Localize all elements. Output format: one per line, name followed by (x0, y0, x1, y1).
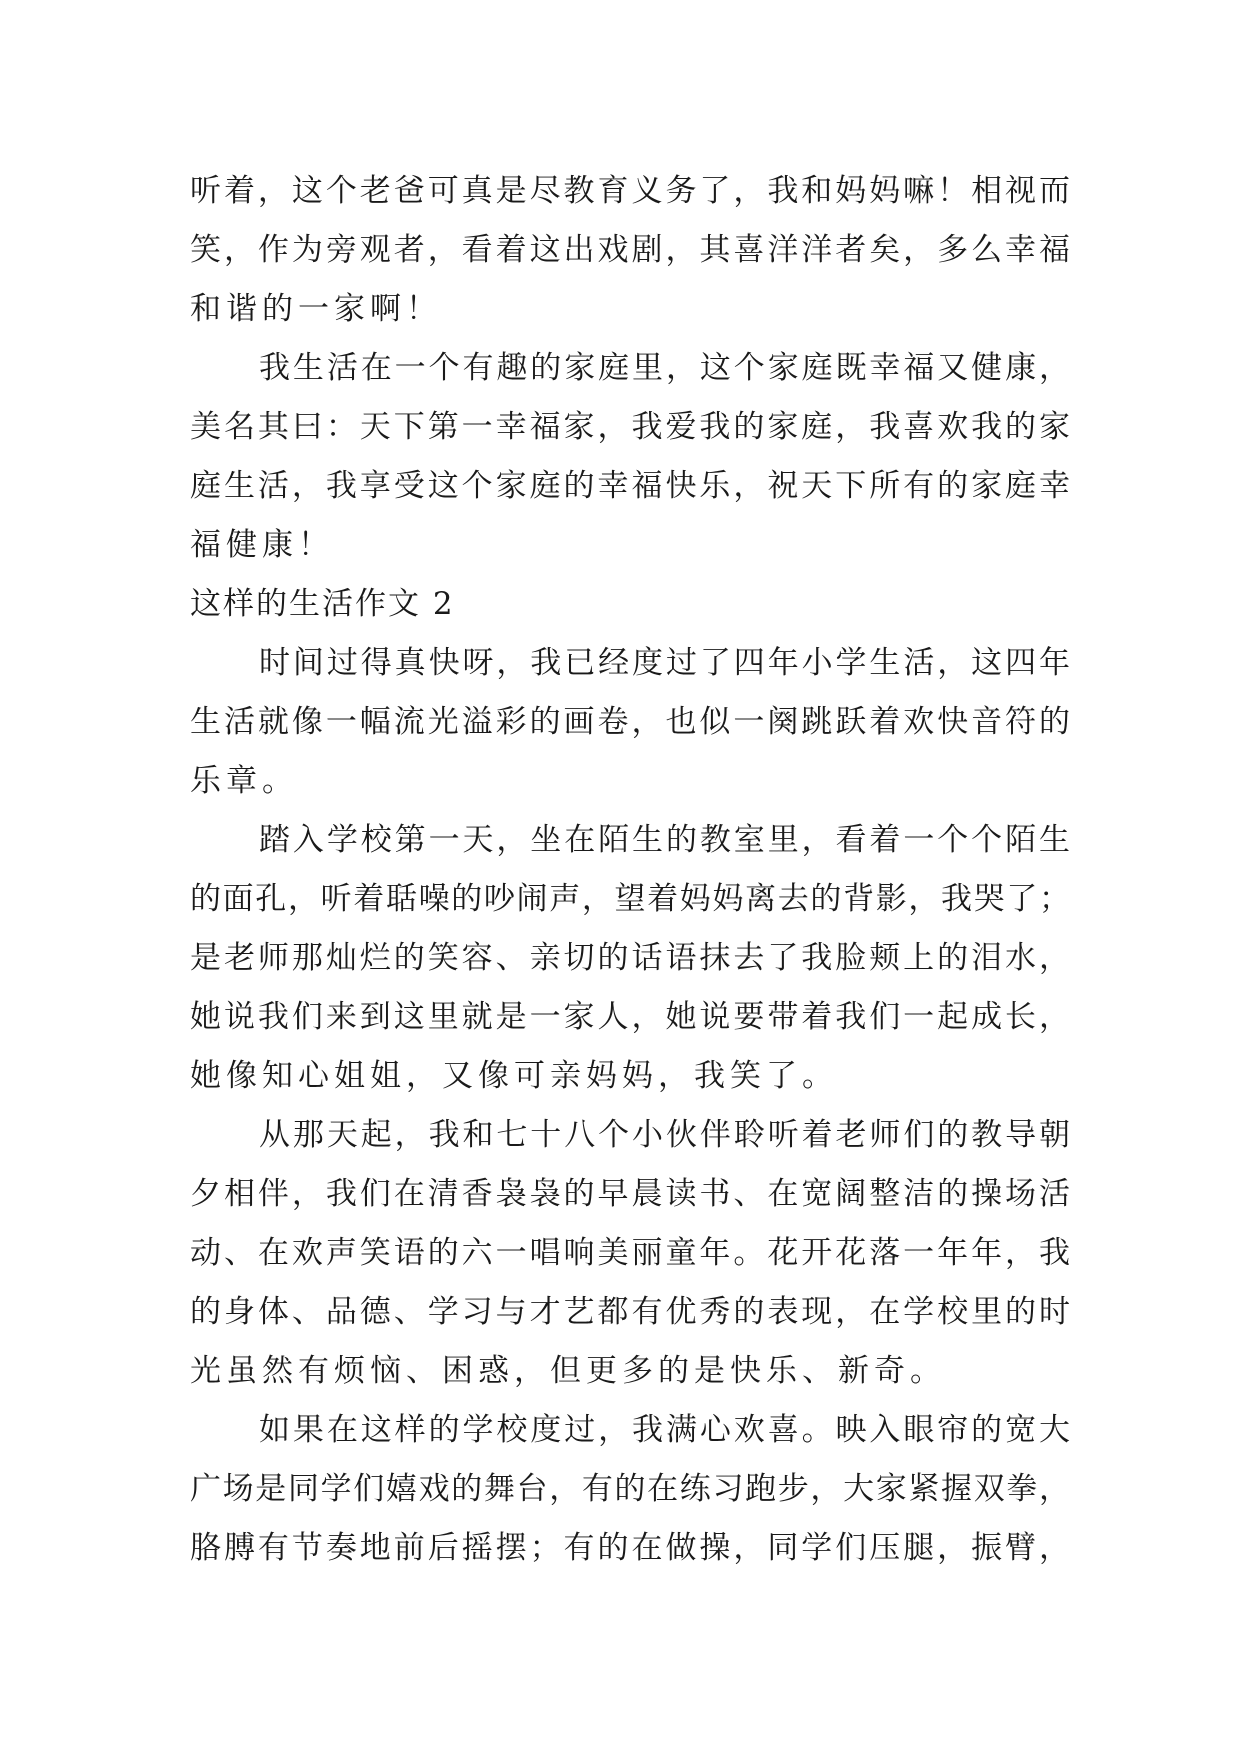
text-line: 胳膊有节奏地前后摇摆；有的在做操，同学们压腿，振臂， (190, 1530, 1070, 1566)
text-line: 福健康！ (190, 527, 334, 563)
text-line: 她像知心姐姐，又像可亲妈妈，我笑了。 (190, 1058, 838, 1094)
paragraph-start-line: 从那天起，我和七十八个小伙伴聆听着老师们的教导朝 (259, 1117, 1070, 1153)
paragraph-start-line: 踏入学校第一天，坐在陌生的教室里，看着一个个陌生 (259, 822, 1070, 858)
text-line: 的身体、品德、学习与才艺都有优秀的表现，在学校里的时 (190, 1294, 1070, 1330)
text-line: 庭生活，我享受这个家庭的幸福快乐，祝天下所有的家庭幸 (190, 468, 1070, 504)
text-line: 光虽然有烦恼、困惑，但更多的是快乐、新奇。 (190, 1353, 946, 1389)
section-heading: 这样的生活作文 2 (190, 586, 455, 622)
text-line: 乐章。 (190, 763, 298, 799)
text-line: 美名其曰：天下第一幸福家，我爱我的家庭，我喜欢我的家 (190, 409, 1070, 445)
paragraph-start-line: 我生活在一个有趣的家庭里，这个家庭既幸福又健康， (259, 350, 1070, 386)
text-line: 夕相伴，我们在清香袅袅的早晨读书、在宽阔整洁的操场活 (190, 1176, 1070, 1212)
text-line: 她说我们来到这里就是一家人，她说要带着我们一起成长， (190, 999, 1070, 1035)
text-line: 广场是同学们嬉戏的舞台，有的在练习跑步，大家紧握双拳， (190, 1471, 1070, 1507)
text-line: 是老师那灿烂的笑容、亲切的话语抹去了我脸颊上的泪水， (190, 940, 1070, 976)
text-line: 听着，这个老爸可真是尽教育义务了，我和妈妈嘛！相视而 (190, 173, 1070, 209)
text-line: 笑，作为旁观者，看着这出戏剧，其喜洋洋者矣，多么幸福 (190, 232, 1070, 268)
text-line: 动、在欢声笑语的六一唱响美丽童年。花开花落一年年，我 (190, 1235, 1070, 1271)
text-line: 生活就像一幅流光溢彩的画卷，也似一阕跳跃着欢快音符的 (190, 704, 1070, 740)
text-line: 和谐的一家啊！ (190, 291, 442, 327)
text-line: 的面孔，听着聒噪的吵闹声，望着妈妈离去的背影，我哭了； (190, 881, 1070, 917)
essay-text (190, 162, 1070, 1578)
paragraph-start-line: 如果在这样的学校度过，我满心欢喜。映入眼帘的宽大 (259, 1412, 1070, 1448)
paragraph-start-line: 时间过得真快呀，我已经度过了四年小学生活，这四年 (259, 645, 1070, 681)
